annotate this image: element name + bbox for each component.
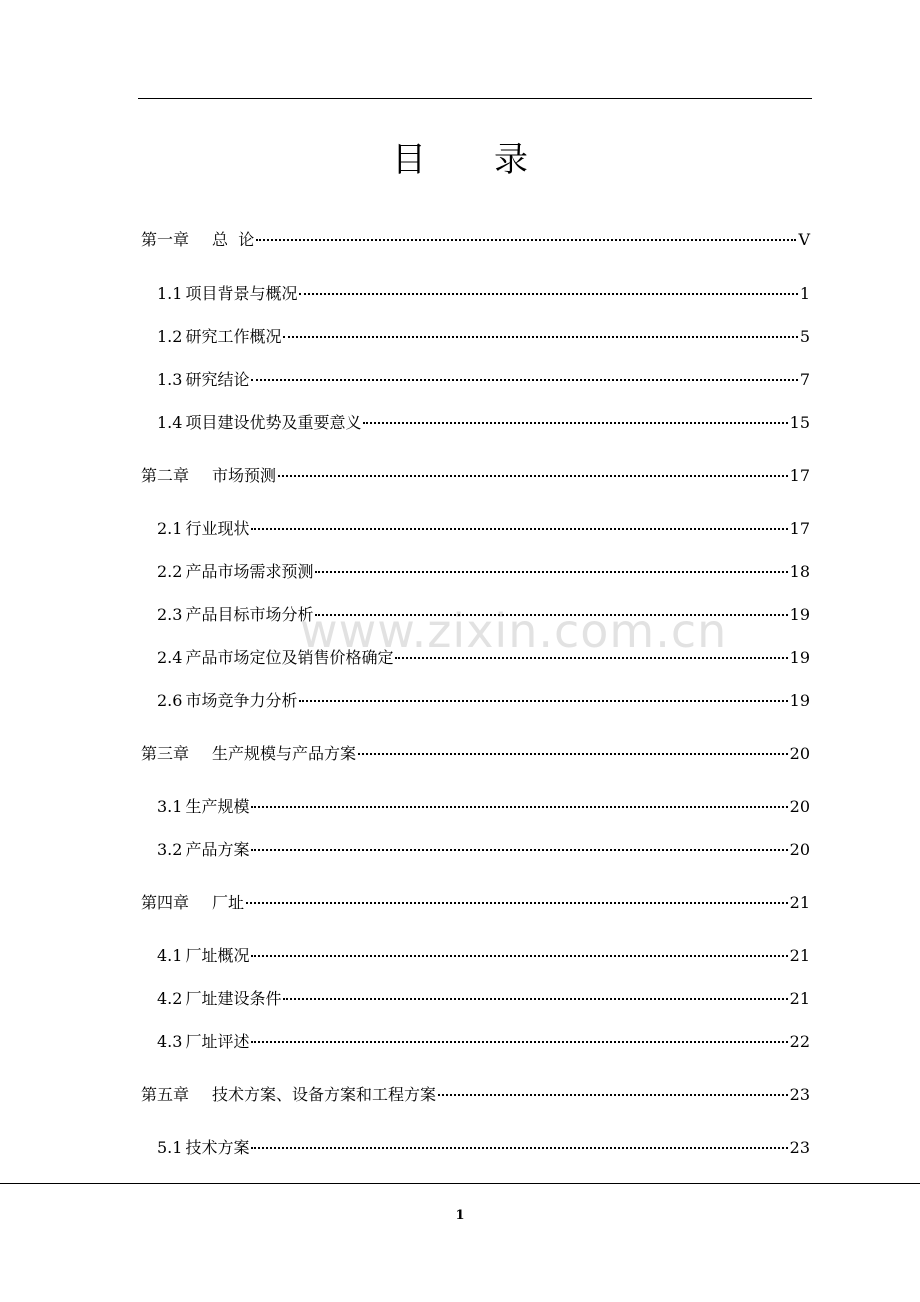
toc-entry-number: 2.2 <box>157 562 183 581</box>
toc-section-entry[interactable] <box>157 369 810 391</box>
toc-entry-title: 研究工作概况 <box>185 327 282 346</box>
toc-entry-label <box>157 561 313 583</box>
toc-section-entry[interactable] <box>157 604 810 626</box>
toc-chapter-entry[interactable] <box>141 892 810 914</box>
toc-dot-leader <box>283 998 787 1000</box>
toc-section-entry[interactable] <box>157 1031 810 1053</box>
toc-dot-leader <box>299 293 797 295</box>
toc-page-number: 19 <box>789 605 810 624</box>
toc-entry-label <box>157 604 313 626</box>
toc-dot-leader <box>363 422 787 424</box>
toc-entry-title: 产品市场定位及销售价格确定 <box>185 648 394 667</box>
toc-entry-title: 产品市场需求预测 <box>185 562 314 581</box>
toc-entry-title: 项目背景与概况 <box>185 284 298 303</box>
toc-page-number: 5 <box>799 327 810 346</box>
toc-entry-title: 产品目标市场分析 <box>185 605 314 624</box>
toc-section-entry[interactable] <box>157 647 810 669</box>
toc-entry-number: 2.1 <box>157 519 183 538</box>
toc-dot-leader <box>283 336 797 338</box>
toc-section-entry[interactable] <box>157 1137 810 1159</box>
toc-entry-label <box>157 988 281 1010</box>
toc-title-char-2: 录 <box>494 140 528 180</box>
toc-entry-label <box>141 465 276 487</box>
toc-entry-label <box>157 796 249 818</box>
toc-page-number: 17 <box>789 519 810 538</box>
toc-page-number: 18 <box>789 562 810 581</box>
page-number: 1 <box>455 1208 465 1223</box>
toc-page-number: 23 <box>789 1138 810 1157</box>
toc-dot-leader <box>438 1094 788 1096</box>
toc-entry-label <box>157 518 249 540</box>
watermark: www.zixin.com.cn <box>300 604 728 658</box>
toc-dot-leader <box>315 571 787 573</box>
toc-entry-number: 4.2 <box>157 989 183 1008</box>
toc-entry-title: 技术方案、设备方案和工程方案 <box>212 1085 437 1104</box>
toc-entry-label <box>141 743 356 765</box>
toc-entry-number: 4.1 <box>157 946 183 965</box>
toc-section-entry[interactable] <box>157 412 810 434</box>
toc-entry-label <box>141 229 254 251</box>
toc-entry-number: 5.1 <box>157 1138 183 1157</box>
toc-page-number: 21 <box>789 946 810 965</box>
toc-entry-label <box>157 945 249 967</box>
toc-page-number: 23 <box>789 1085 810 1104</box>
toc-entry-number: 3.1 <box>157 797 183 816</box>
toc-chapter-entry[interactable] <box>141 743 810 765</box>
toc-entry-number: 2.4 <box>157 648 183 667</box>
toc-entry-number: 1.1 <box>157 284 183 303</box>
toc-entry-label <box>157 839 249 861</box>
toc-dot-leader <box>251 806 787 808</box>
toc-page-number: 15 <box>789 413 810 432</box>
toc-dot-leader <box>246 902 788 904</box>
toc-entry-label <box>157 326 281 348</box>
toc-page-number: 17 <box>789 466 810 485</box>
toc-entry-label <box>157 690 297 712</box>
toc-dot-leader <box>251 379 797 381</box>
toc-entry-title: 行业现状 <box>185 519 250 538</box>
toc-entry-number: 1.4 <box>157 413 183 432</box>
toc-section-entry[interactable] <box>157 690 810 712</box>
toc-entry-title: 市场预测 <box>212 466 277 485</box>
toc-section-entry[interactable] <box>157 796 810 818</box>
toc-dot-leader <box>299 700 787 702</box>
toc-page-number: 1 <box>799 284 810 303</box>
toc-entry-number: 第一章 <box>141 230 190 249</box>
toc-entry-title: 厂址建设条件 <box>185 989 282 1008</box>
toc-entry-title: 生产规模 <box>185 797 250 816</box>
toc-section-entry[interactable] <box>157 518 810 540</box>
toc-page-number: 22 <box>789 1032 810 1051</box>
toc-title-char-1: 目 <box>392 140 426 180</box>
toc-dot-leader <box>395 657 787 659</box>
toc-entry-title: 生产规模与产品方案 <box>212 744 357 763</box>
toc-entry-label <box>157 283 297 305</box>
toc-entry-number: 第五章 <box>141 1085 190 1104</box>
toc-entry-number: 第二章 <box>141 466 190 485</box>
toc-dot-leader <box>251 955 787 957</box>
toc-chapter-entry[interactable] <box>141 1084 810 1106</box>
toc-dot-leader <box>358 753 788 755</box>
toc-entry-number: 2.3 <box>157 605 183 624</box>
toc-entry-label <box>141 1084 436 1106</box>
toc-entry-title: 项目建设优势及重要意义 <box>185 413 362 432</box>
toc-dot-leader <box>251 1147 787 1149</box>
toc-page-number: 7 <box>799 370 810 389</box>
toc-entry-label <box>141 892 244 914</box>
toc-entry-title: 厂址概况 <box>185 946 250 965</box>
toc-page-number: 20 <box>789 840 810 859</box>
toc-entry-label <box>157 1137 249 1159</box>
toc-dot-leader <box>315 614 787 616</box>
toc-entry-number: 第三章 <box>141 744 190 763</box>
toc-page-number: 19 <box>789 691 810 710</box>
toc-entry-number: 4.3 <box>157 1032 183 1051</box>
toc-section-entry[interactable] <box>157 839 810 861</box>
toc-section-entry[interactable] <box>157 945 810 967</box>
toc-entry-number: 1.3 <box>157 370 183 389</box>
toc-entry-number: 第四章 <box>141 893 190 912</box>
toc-section-entry[interactable] <box>157 561 810 583</box>
toc-section-entry[interactable] <box>157 326 810 348</box>
toc-entry-title: 厂址 <box>212 893 245 912</box>
toc-entry-label <box>157 369 249 391</box>
toc-entry-label <box>157 412 361 434</box>
toc-entry-title: 研究结论 <box>185 370 250 389</box>
toc-entry-title: 产品方案 <box>185 840 250 859</box>
toc-dot-leader <box>251 528 787 530</box>
toc-entry-title: 厂址评述 <box>185 1032 250 1051</box>
toc-dot-leader <box>256 239 796 241</box>
toc-entry-title: 总 论 <box>212 230 255 249</box>
toc-section-entry[interactable] <box>157 283 810 305</box>
toc-section-entry[interactable] <box>157 988 810 1010</box>
toc-page-number: 20 <box>789 744 810 763</box>
toc-entry-label <box>157 647 393 669</box>
toc-entry-title: 技术方案 <box>185 1138 250 1157</box>
toc-page-number: 21 <box>789 893 810 912</box>
toc-chapter-entry[interactable] <box>141 229 810 251</box>
toc-page-number: 21 <box>789 989 810 1008</box>
toc-page-number: V <box>798 230 810 249</box>
toc-dot-leader <box>251 1041 787 1043</box>
footer-rule <box>0 1183 920 1184</box>
toc-dot-leader <box>278 475 788 477</box>
toc-page-number: 20 <box>789 797 810 816</box>
toc-dot-leader <box>251 849 787 851</box>
toc-entry-number: 2.6 <box>157 691 183 710</box>
toc-page-number: 19 <box>789 648 810 667</box>
toc-entry-number: 3.2 <box>157 840 183 859</box>
toc-entry-label <box>157 1031 249 1053</box>
toc-entry-title: 市场竞争力分析 <box>185 691 298 710</box>
toc-chapter-entry[interactable] <box>141 465 810 487</box>
toc-entry-number: 1.2 <box>157 327 183 346</box>
